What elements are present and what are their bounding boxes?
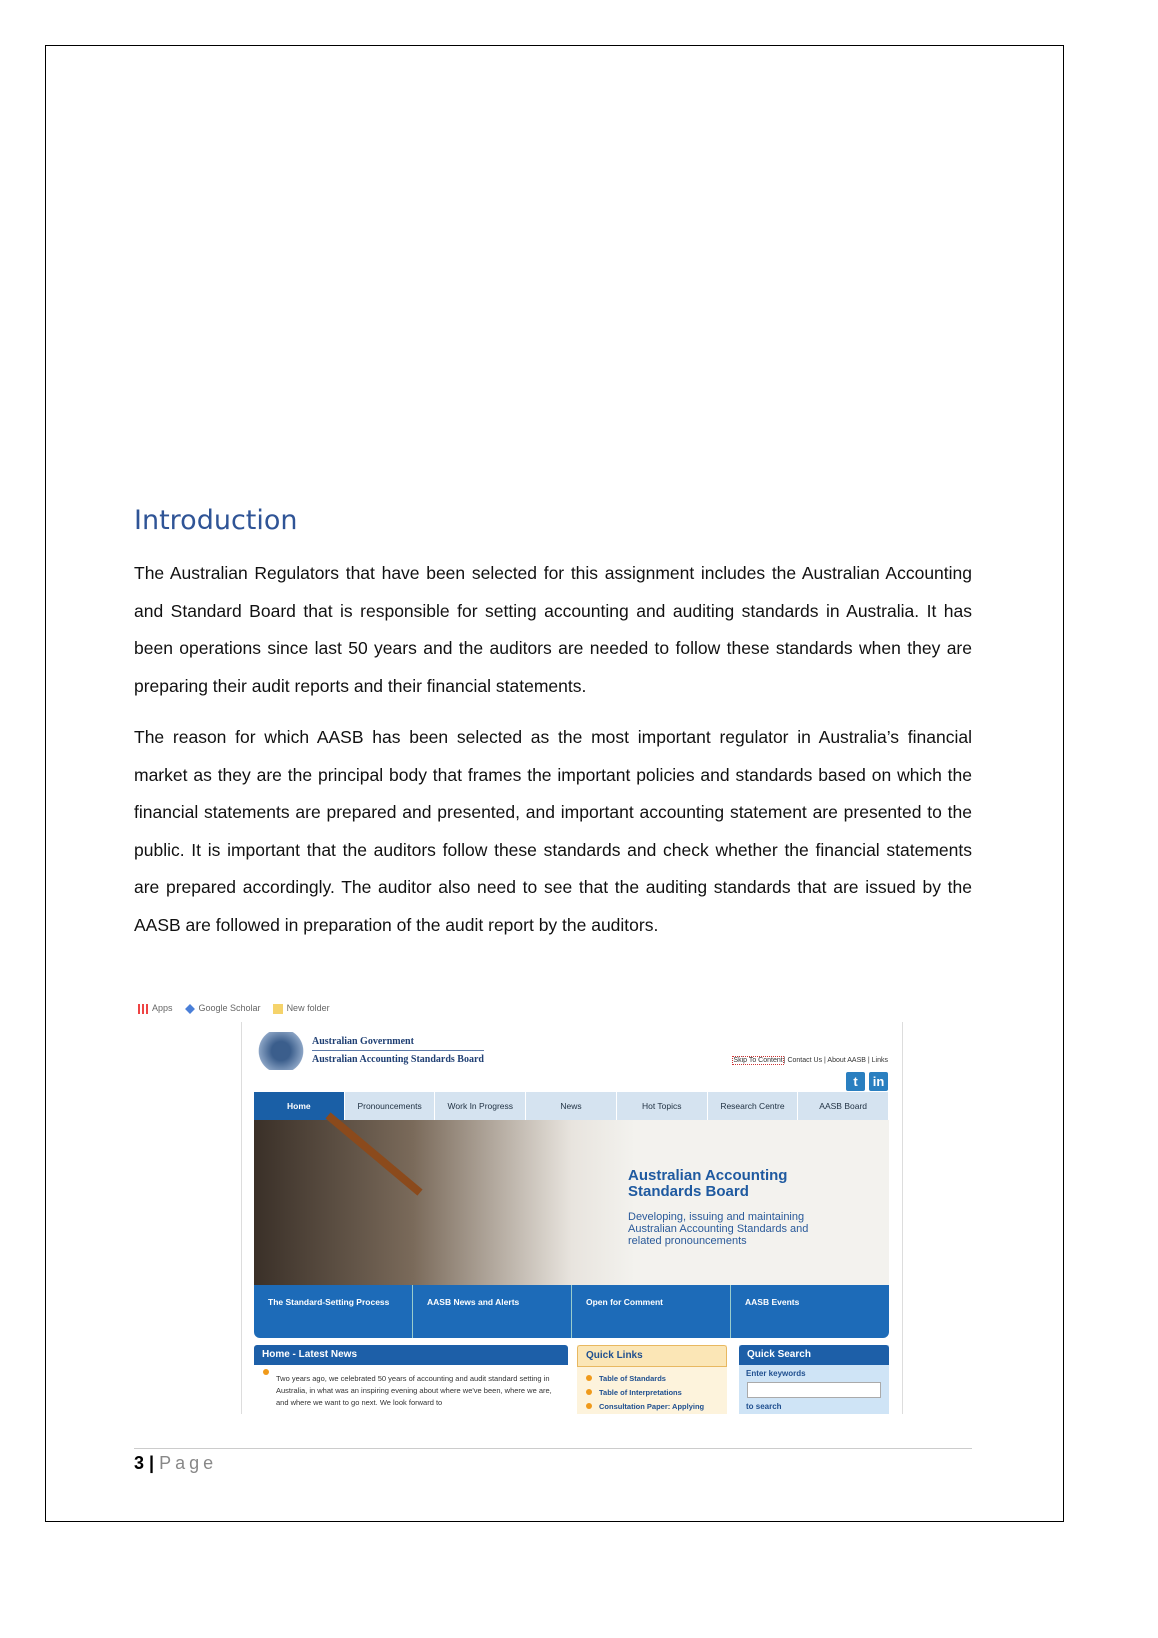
nav-aasb-board[interactable]: AASB Board [798,1092,889,1120]
paragraph: The Australian Regulators that have been selected for this assignment includes the Australian Accounting and Standard Board that is responsible for setting accounting and auditing standards in Australia. It has been operations since last 50 years and the auditors are needed to follow these standards when they are preparing their audit reports and their financial statements. [134,563,972,696]
utility-links[interactable]: | Contact Us | About AASB | Links [783,1057,888,1064]
section-heading: Introduction [134,505,298,536]
bookmarks-bar [138,1003,330,1014]
banner-title: Australian Accounting Standards Board [628,1167,788,1200]
bookmark-apps[interactable]: Apps [138,1003,173,1014]
aasb-website-screenshot [241,1022,903,1414]
folder-icon [273,1004,283,1014]
feature-tiles [254,1285,889,1338]
quick-links-panel: Quick Links Table of Standards Table of Interpretations Consultation Paper: Applying [577,1345,727,1414]
linkedin-icon[interactable]: in [869,1072,888,1091]
apps-grid-icon [138,1004,148,1014]
nav-hot-topics[interactable]: Hot Topics [617,1092,708,1120]
paragraph: The reason for which AASB has been selected as the most important regulator in Australia’s financial market as they are the principal body that frames the important policies and standards based on which the financial statements are prepared and presented, and important accounting statement are presented to the public. It is important that the auditors follow these standards and check whether the financial statements are prepared accordingly. The auditor also need to see that the auditing standards that are issued by the AASB are followed in preparation of the audit report by the auditors. [134,727,972,935]
tile-standard-setting[interactable]: The Standard-Setting Process [254,1285,413,1338]
quick-link[interactable]: Table of Standards [577,1371,727,1385]
nav-news[interactable]: News [526,1092,617,1120]
tile-events[interactable]: AASB Events [745,1297,800,1307]
scholar-icon [185,1004,195,1014]
site-nav [254,1092,889,1120]
tile-open-for-comment[interactable]: Open for Comment [572,1285,731,1338]
bookmark-new-folder[interactable]: New folder [273,1003,330,1014]
footer-divider [134,1448,972,1449]
nav-home[interactable]: Home [254,1092,345,1120]
page-footer: 3 | Page [134,1453,218,1473]
hero-banner [254,1120,889,1285]
quick-link[interactable]: Consultation Paper: Applying [577,1399,727,1413]
nav-pronouncements[interactable]: Pronouncements [345,1092,436,1120]
top-links [732,1057,888,1064]
banner-subtitle: Developing, issuing and maintaining Australian Accounting Standards and related pronouncements [628,1211,809,1247]
tile-news-alerts[interactable]: AASB News and Alerts [413,1285,572,1338]
aasb-logo: Australian Government Australian Accounting Standards Board [256,1032,484,1070]
news-item[interactable]: Two years ago, we celebrated 50 years of accounting and audit standard setting in Australia, in what was an inspiring evening about where we've been, where we are, and where we want to go next. We look forward to [254,1365,568,1409]
nav-work-in-progress[interactable]: Work In Progress [435,1092,526,1120]
skip-to-content-link[interactable]: Skip To Content [733,1057,783,1064]
nav-research-centre[interactable]: Research Centre [708,1092,799,1120]
twitter-icon[interactable]: t [846,1072,865,1091]
latest-news-panel: Home - Latest News Two years ago, we celebrated 50 years of accounting and audit standard setting in Australia, in what was an inspiring evening about where we've been, where we are, and where we want to go next. We look forward to [254,1345,568,1414]
coat-of-arms-icon [256,1032,306,1070]
quick-search-panel: Quick Search Enter keywords to search [739,1345,889,1414]
search-input[interactable] [747,1382,881,1398]
quick-link[interactable]: Table of Interpretations [577,1385,727,1399]
pen-image [325,1112,422,1195]
bookmark-google-scholar[interactable]: Google Scholar [185,1003,261,1014]
